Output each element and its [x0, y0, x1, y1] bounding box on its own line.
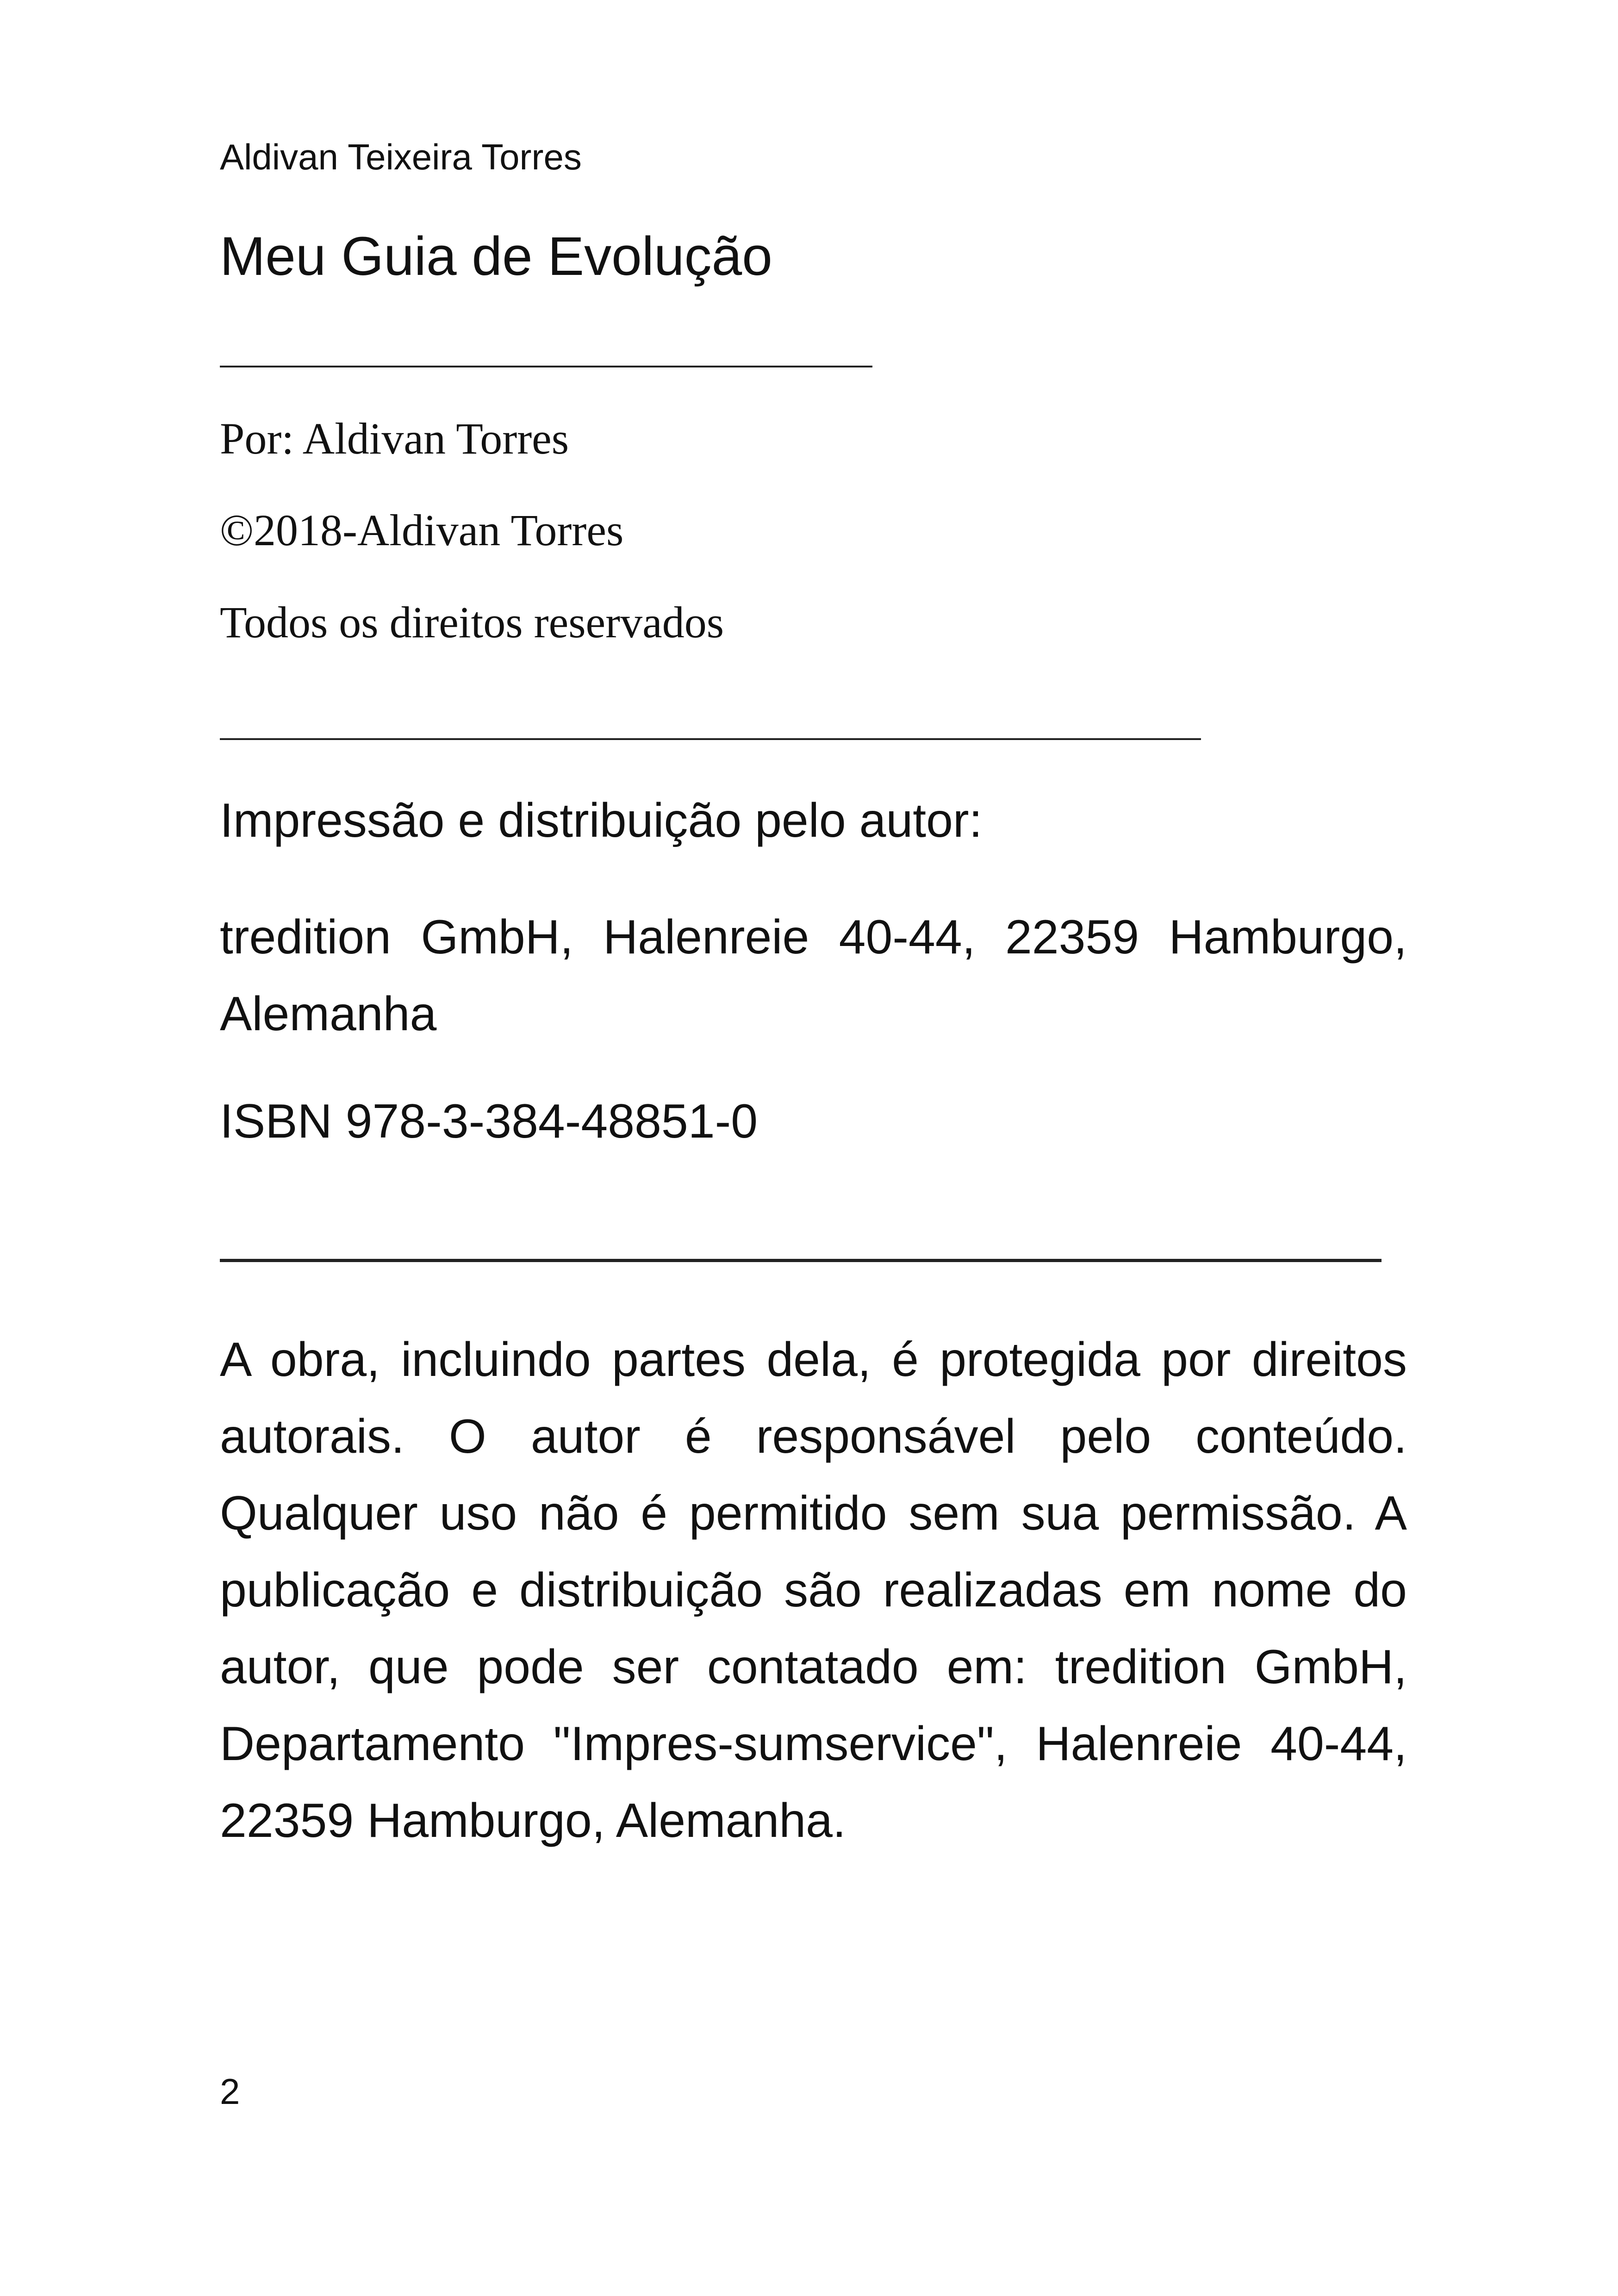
- page-number: 2: [220, 2071, 240, 2112]
- rights-line: Todos os direitos reservados: [220, 597, 724, 647]
- divider-line: [220, 1259, 1382, 1262]
- printing-label: Impressão e distribuição pelo autor:: [220, 794, 983, 847]
- isbn: ISBN 978-3-384-48851-0: [220, 1095, 758, 1148]
- author-name: Aldivan Teixeira Torres: [220, 137, 582, 177]
- copyright-line: ©2018-Aldivan Torres: [220, 505, 624, 555]
- legal-notice: A obra, incluindo partes dela, é protegida por direitos autorais. O autor é responsável pelo conteúdo. Qualquer uso não é permitido sem sua permissão. A publicação e distribuição são realizadas em nome do autor, que pode ser contatado em: tredition GmbH, Departamento "Impres-sumservice", Halenreie 40-44, 22359 Hamburgo, Alemanha.: [220, 1333, 1407, 1848]
- divider-line: [220, 738, 1201, 740]
- divider-line: [220, 366, 872, 367]
- book-title: Meu Guia de Evolução: [220, 226, 772, 287]
- publisher-address: tredition GmbH, Halenreie 40-44, 22359 Hamburgo, Alemanha: [220, 910, 1407, 1041]
- by-line: Por: Aldivan Torres: [220, 414, 569, 463]
